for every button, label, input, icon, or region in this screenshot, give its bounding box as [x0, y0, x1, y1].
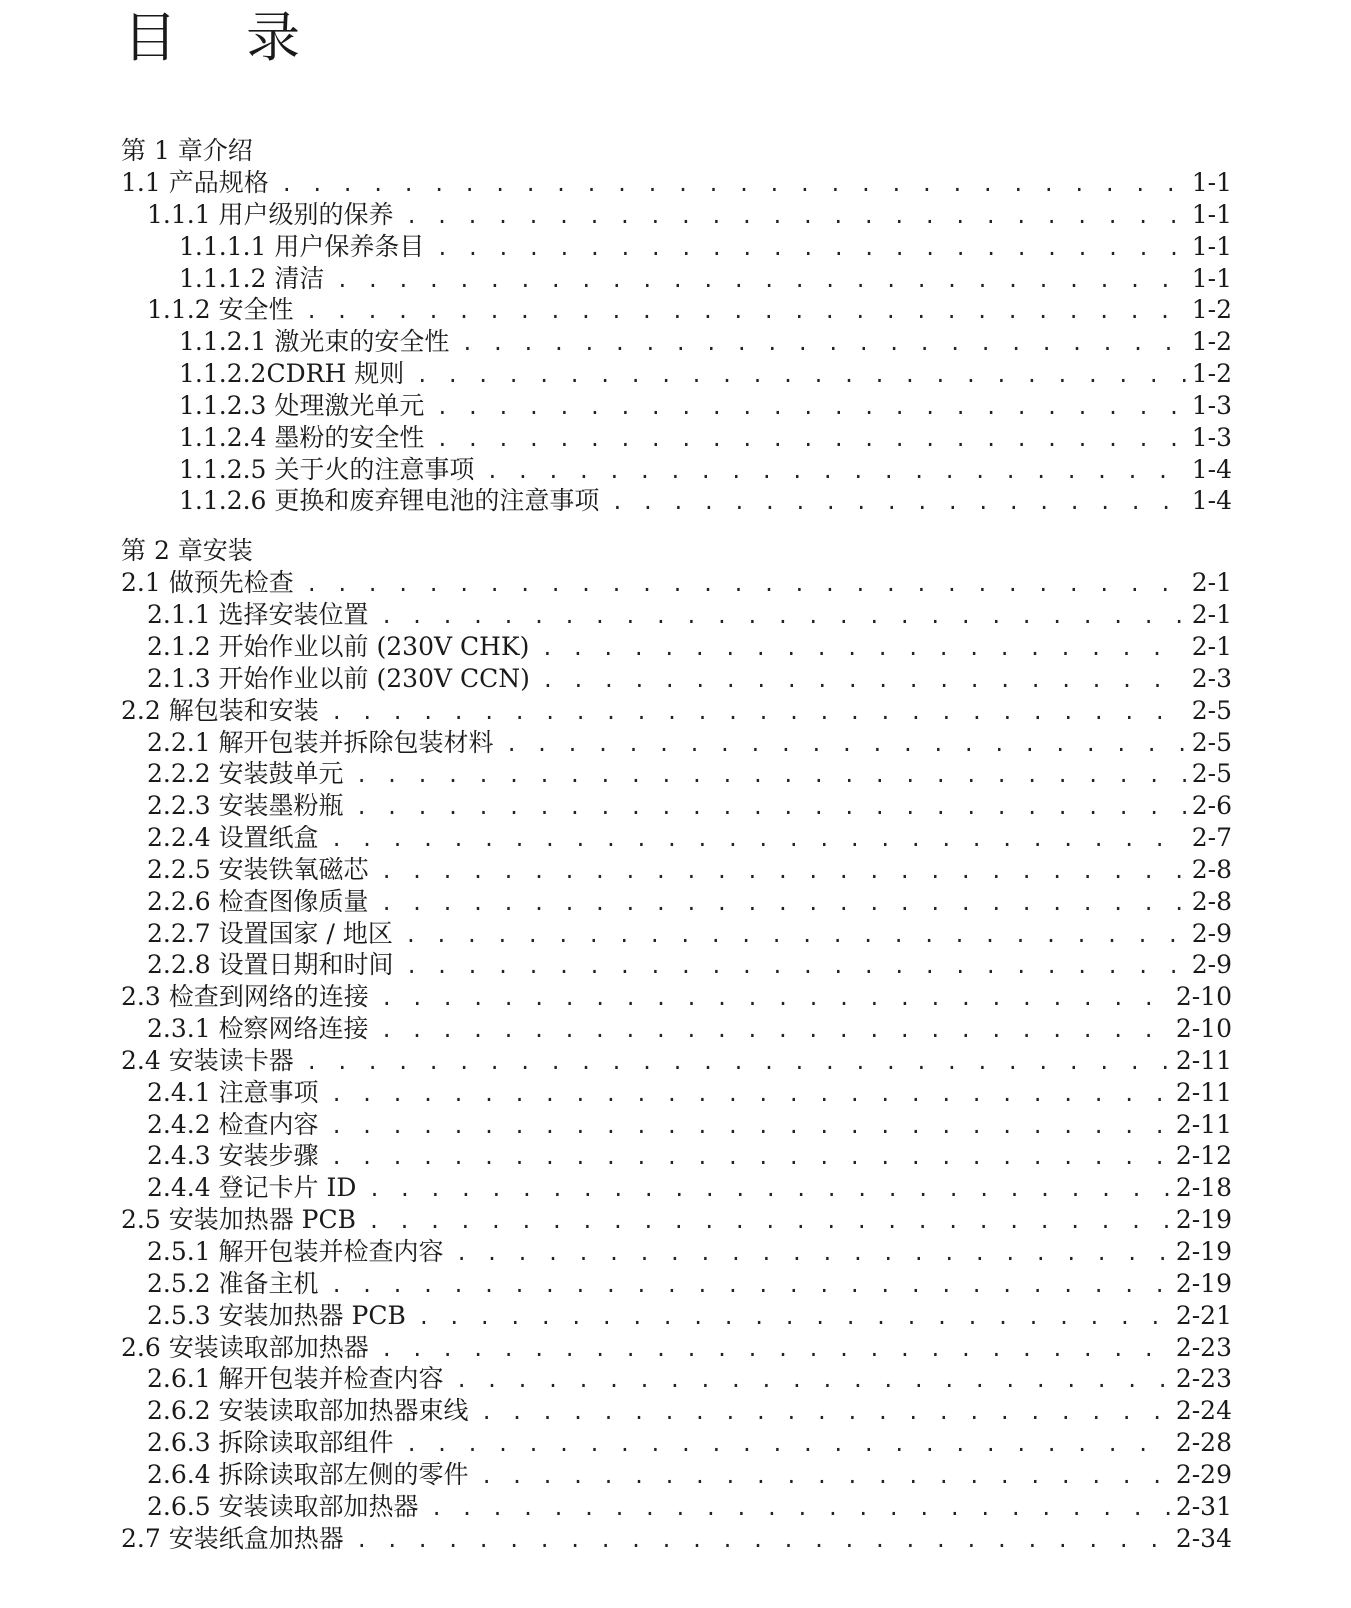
- toc-entry[interactable]: [121, 422, 1232, 454]
- toc-entry-label: 2.2.1 解开包装并拆除包装材料: [147, 727, 494, 757]
- toc-entry-label: 1.1 产品规格: [121, 168, 269, 197]
- toc-entry[interactable]: [121, 485, 1232, 517]
- dot-leader: [331, 824, 1186, 856]
- toc-entry-label: 2.2.8 设置日期和时间: [147, 950, 394, 980]
- toc-entry[interactable]: [121, 886, 1232, 918]
- toc-entry-page-number: 2-12: [1175, 1141, 1232, 1171]
- dot-leader: [331, 1142, 1170, 1174]
- toc-entry-page-number: 2-1: [1191, 631, 1232, 661]
- toc-entry-page-number: 2-10: [1175, 1014, 1232, 1044]
- dot-leader: [456, 1238, 1170, 1270]
- toc-entry-page-number: 2-23: [1175, 1364, 1232, 1394]
- toc-entry-label: 1.1.1.1 用户保养条目: [179, 231, 425, 261]
- table-of-contents: [121, 135, 1232, 1554]
- toc-entry-page-number: 2-1: [1191, 568, 1232, 598]
- toc-entry-page-number: 2-7: [1191, 823, 1232, 853]
- dot-leader: [331, 1270, 1170, 1302]
- toc-entry[interactable]: [121, 1459, 1232, 1491]
- toc-entry-page-number: 1-3: [1191, 390, 1232, 420]
- dot-leader: [436, 392, 1185, 424]
- toc-entry[interactable]: [121, 1204, 1232, 1236]
- toc-entry-page-number: 2-24: [1175, 1396, 1232, 1426]
- toc-entry-label: 2.3 检查到网络的连接: [121, 982, 369, 1012]
- toc-entry[interactable]: [121, 1045, 1232, 1077]
- toc-entry-page-number: 2-8: [1191, 886, 1232, 916]
- toc-entry-label: 2.5.1 解开包装并检查内容: [147, 1237, 444, 1266]
- toc-entry-label: 2.4.4 登记卡片 ID: [147, 1173, 357, 1203]
- chapter-spacer: [121, 517, 1232, 535]
- toc-entry-label: 2.1.3 开始作业以前 (230V CCN): [147, 663, 530, 693]
- toc-entry-page-number: 1-4: [1191, 454, 1232, 484]
- toc-entry-page-number: 2-10: [1175, 982, 1232, 1012]
- toc-entry[interactable]: [121, 695, 1232, 727]
- toc-entry[interactable]: [121, 822, 1232, 854]
- toc-entry-label: 1.1.2.2CDRH 规则: [179, 359, 405, 389]
- toc-entry-label: 2.5.3 安装加热器 PCB: [147, 1300, 406, 1330]
- dot-leader: [368, 1174, 1169, 1206]
- toc-entry-label: 1.1.2.5 关于火的注意事项: [179, 454, 475, 484]
- toc-entry[interactable]: [121, 631, 1232, 663]
- dot-leader: [356, 760, 1186, 792]
- toc-entry-page-number: 2-11: [1175, 1045, 1232, 1075]
- toc-entry-label: 2.3.1 检察网络连接: [147, 1014, 369, 1044]
- toc-entry[interactable]: [121, 294, 1232, 326]
- toc-entry-page-number: 2-18: [1175, 1173, 1232, 1203]
- chapter-title: 第 2 章安装: [121, 536, 253, 566]
- toc-entry[interactable]: [121, 854, 1232, 886]
- toc-entry-label: 2.2.2 安装鼓单元: [147, 759, 344, 789]
- dot-leader: [331, 697, 1186, 729]
- dot-leader: [542, 665, 1186, 697]
- dot-leader: [356, 792, 1186, 824]
- toc-entry[interactable]: [121, 454, 1232, 486]
- toc-entry-label: 2.2.4 设置纸盒: [147, 823, 319, 853]
- toc-entry-label: 2.4.2 检查内容: [147, 1109, 319, 1139]
- toc-entry-label: 2.6.2 安装读取部加热器束线: [147, 1396, 469, 1426]
- toc-entry-label: 2.6.4 拆除读取部左侧的零件: [147, 1459, 469, 1489]
- toc-entry-page-number: 2-11: [1175, 1109, 1232, 1139]
- toc-entry-page-number: 2-29: [1175, 1459, 1232, 1489]
- dot-leader: [416, 360, 1186, 392]
- toc-entry-page-number: 1-2: [1191, 295, 1232, 325]
- toc-entry[interactable]: [121, 727, 1232, 759]
- toc-entry-page-number: 1-1: [1191, 231, 1232, 261]
- toc-entry-page-number: 2-5: [1191, 727, 1232, 757]
- dot-leader: [541, 633, 1185, 665]
- toc-entry[interactable]: [121, 1013, 1232, 1045]
- toc-entry-page-number: 1-1: [1191, 168, 1232, 197]
- dot-leader: [306, 1047, 1170, 1079]
- dot-leader: [486, 456, 1185, 488]
- dot-leader: [406, 1429, 1170, 1461]
- toc-entry[interactable]: [121, 1236, 1232, 1268]
- toc-entry[interactable]: [121, 1109, 1232, 1141]
- dot-leader: [436, 233, 1185, 265]
- toc-entry-label: 1.1.2.3 处理激光单元: [179, 390, 425, 420]
- dot-leader: [611, 487, 1185, 519]
- toc-entry-page-number: 2-19: [1175, 1237, 1232, 1266]
- toc-entry-label: 1.1.2 安全性: [147, 295, 294, 325]
- dot-leader: [506, 729, 1186, 761]
- chapter-title: 第 1 章介绍: [121, 136, 253, 165]
- toc-entry[interactable]: [121, 1491, 1232, 1523]
- toc-entry-label: 2.6.5 安装读取部加热器: [147, 1491, 419, 1521]
- dot-leader: [406, 201, 1186, 233]
- toc-entry[interactable]: [121, 1077, 1232, 1109]
- toc-entry-label: 2.4.3 安装步骤: [147, 1141, 319, 1171]
- dot-leader: [356, 1525, 1170, 1557]
- toc-entry[interactable]: [121, 1523, 1232, 1555]
- dot-leader: [368, 1206, 1170, 1238]
- toc-entry[interactable]: [121, 1395, 1232, 1427]
- toc-entry-label: 1.1.2.1 激光束的安全性: [179, 327, 450, 357]
- dot-leader: [431, 1493, 1170, 1525]
- toc-entry[interactable]: [121, 790, 1232, 822]
- toc-entry[interactable]: [121, 326, 1232, 358]
- toc-entry[interactable]: [121, 358, 1232, 390]
- dot-leader: [306, 569, 1186, 601]
- toc-entry-page-number: 2-9: [1191, 918, 1232, 948]
- toc-entry-page-number: 2-5: [1191, 695, 1232, 725]
- toc-entry-label: 2.1.2 开始作业以前 (230V CHK): [147, 631, 530, 661]
- toc-entry[interactable]: [121, 663, 1232, 695]
- toc-entry[interactable]: [121, 199, 1232, 231]
- toc-entry-page-number: 2-19: [1175, 1205, 1232, 1235]
- dot-leader: [381, 856, 1186, 888]
- dot-leader: [331, 1111, 1170, 1143]
- toc-entry[interactable]: [121, 949, 1232, 981]
- toc-entry-label: 2.2.7 设置国家 / 地区: [147, 918, 393, 948]
- toc-entry-label: 2.5.2 准备主机: [147, 1268, 319, 1298]
- toc-entry-label: 2.6.1 解开包装并检查内容: [147, 1364, 444, 1394]
- toc-entry[interactable]: [121, 263, 1232, 295]
- toc-entry-page-number: 1-3: [1191, 422, 1232, 452]
- toc-entry[interactable]: [121, 758, 1232, 790]
- toc-entry[interactable]: [121, 1140, 1232, 1172]
- toc-entry-label: 1.1.2.4 墨粉的安全性: [179, 422, 425, 452]
- toc-entry-label: 2.2.3 安装墨粉瓶: [147, 791, 344, 821]
- dot-leader: [306, 296, 1186, 328]
- dot-leader: [461, 328, 1185, 360]
- toc-entry-page-number: 1-4: [1191, 486, 1232, 516]
- toc-entry-page-number: 2-19: [1175, 1268, 1232, 1298]
- toc-entry-page-number: 1-1: [1191, 263, 1232, 293]
- toc-entry[interactable]: [121, 1172, 1232, 1204]
- toc-entry-label: 2.1 做预先检查: [121, 568, 294, 598]
- dot-leader: [336, 265, 1185, 297]
- toc-entry-label: 2.6.3 拆除读取部组件: [147, 1428, 394, 1458]
- toc-entry-page-number: 2-21: [1175, 1300, 1232, 1330]
- toc-entry-page-number: 2-34: [1175, 1523, 1232, 1553]
- toc-entry-label: 2.4.1 注意事项: [147, 1077, 319, 1107]
- toc-entry[interactable]: [121, 981, 1232, 1013]
- toc-entry-label: 2.2.5 安装铁氧磁芯: [147, 854, 369, 884]
- dot-leader: [481, 1461, 1170, 1493]
- dot-leader: [381, 1015, 1170, 1047]
- toc-entry[interactable]: [121, 1363, 1232, 1395]
- dot-leader: [381, 888, 1186, 920]
- dot-leader: [381, 983, 1170, 1015]
- toc-entry[interactable]: [121, 390, 1232, 422]
- dot-leader: [281, 169, 1186, 201]
- toc-entry-label: 2.6 安装读取部加热器: [121, 1332, 369, 1362]
- toc-entry-page-number: 2-31: [1175, 1491, 1232, 1521]
- dot-leader: [405, 920, 1186, 952]
- toc-entry-page-number: 2-28: [1175, 1428, 1232, 1458]
- toc-entry-label: 2.5 安装加热器 PCB: [121, 1205, 356, 1235]
- toc-entry-page-number: 2-9: [1191, 950, 1232, 980]
- toc-entry-label: 2.1.1 选择安装位置: [147, 600, 369, 630]
- toc-entry-page-number: 2-5: [1191, 759, 1232, 789]
- toc-entry-page-number: 2-11: [1175, 1077, 1232, 1107]
- toc-entry-label: 1.1.2.6 更换和废弃锂电池的注意事项: [179, 486, 600, 516]
- toc-entry[interactable]: [121, 1427, 1232, 1459]
- dot-leader: [436, 424, 1185, 456]
- toc-entry[interactable]: [121, 599, 1232, 631]
- toc-entry-page-number: 2-6: [1191, 791, 1232, 821]
- dot-leader: [381, 601, 1186, 633]
- toc-entry[interactable]: [121, 1300, 1232, 1332]
- toc-entry-page-number: 2-8: [1191, 854, 1232, 884]
- toc-entry[interactable]: [121, 167, 1232, 199]
- page-title: 目 录: [123, 6, 327, 69]
- toc-entry-page-number: 1-1: [1191, 199, 1232, 229]
- toc-entry-page-number: 2-3: [1191, 663, 1232, 693]
- dot-leader: [381, 1334, 1170, 1366]
- toc-entry-label: 2.4 安装读卡器: [121, 1045, 294, 1075]
- toc-entry-label: 1.1.1.2 清洁: [179, 263, 325, 293]
- toc-entry-page-number: 1-2: [1191, 327, 1232, 357]
- dot-leader: [331, 1079, 1170, 1111]
- dot-leader: [418, 1302, 1170, 1334]
- toc-entry-page-number: 2-23: [1175, 1332, 1232, 1362]
- toc-entry[interactable]: [121, 1332, 1232, 1364]
- toc-entry[interactable]: [121, 918, 1232, 950]
- dot-leader: [406, 951, 1186, 983]
- toc-entry-page-number: 1-2: [1191, 359, 1232, 389]
- toc-entry-page-number: 2-1: [1191, 600, 1232, 630]
- toc-entry[interactable]: [121, 1268, 1232, 1300]
- toc-entry-label: 2.7 安装纸盒加热器: [121, 1523, 344, 1553]
- toc-entry-label: 1.1.1 用户级别的保养: [147, 199, 394, 229]
- dot-leader: [481, 1397, 1170, 1429]
- toc-entry-label: 2.2.6 检查图像质量: [147, 886, 369, 916]
- toc-entry[interactable]: [121, 567, 1232, 599]
- dot-leader: [456, 1365, 1170, 1397]
- toc-entry[interactable]: [121, 231, 1232, 263]
- toc-entry-label: 2.2 解包装和安装: [121, 695, 319, 725]
